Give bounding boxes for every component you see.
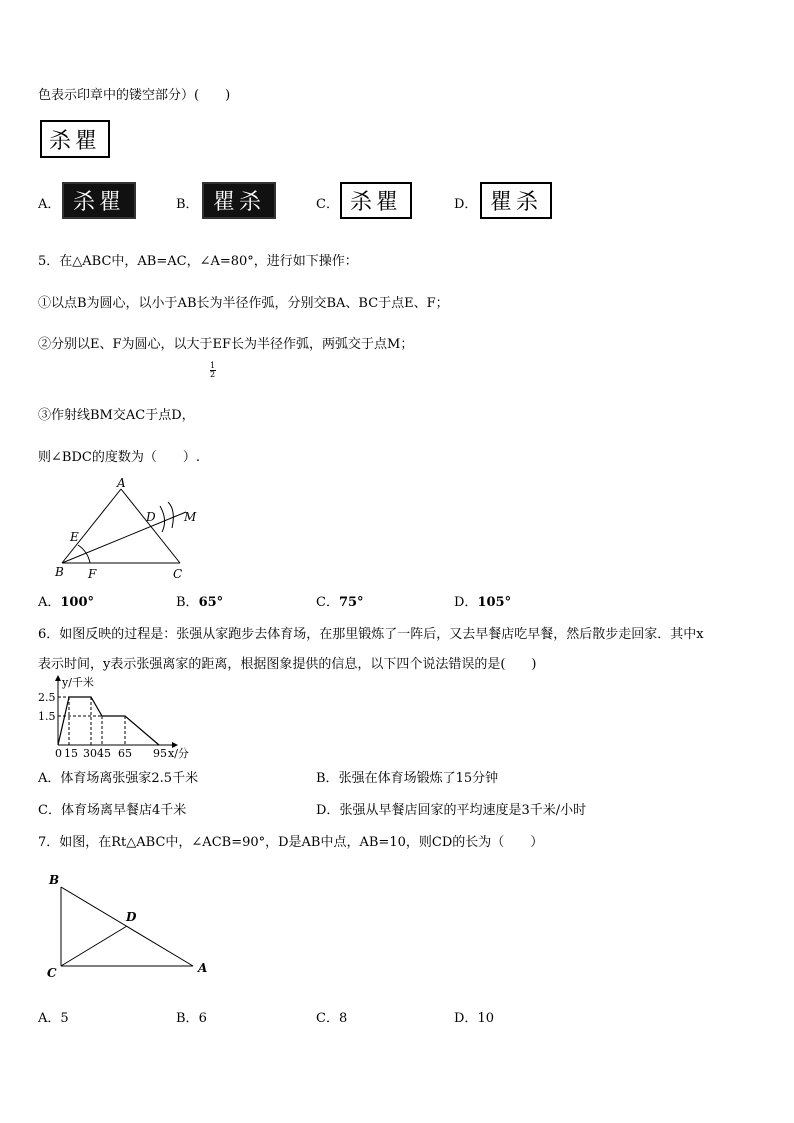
q6-xtick-95: 95 — [153, 747, 167, 760]
q5-option-d-label: D． — [454, 595, 478, 610]
q4-option-b-seal-text: 瞿杀 — [212, 190, 265, 215]
q6-xtick-15: 15 — [64, 747, 78, 760]
q7-option-d[interactable] — [454, 1007, 494, 1026]
q6-y-label: y/千米 — [62, 676, 94, 689]
q6-x-label: x/分 — [168, 747, 189, 760]
q7-option-c-value: 8 — [338, 1011, 348, 1026]
q6-xtick-30: 30 — [83, 747, 97, 760]
q7-option-b-label: B． — [176, 1011, 199, 1026]
q6-option-a-label: A． — [38, 771, 61, 786]
q5-label-f: F — [88, 567, 97, 581]
q5-option-a-label: A． — [38, 595, 61, 610]
q6-ytick-25: 2.5 — [38, 691, 56, 704]
q4-option-a-label[interactable]: A． — [38, 197, 61, 212]
q6-option-c-label: C． — [38, 803, 61, 818]
q5-question: 则∠BDC的度数为（ ）. — [38, 450, 200, 465]
q6-xtick-65: 65 — [118, 747, 132, 760]
q5-option-c-value: 75° — [338, 595, 364, 610]
q4-option-b-label[interactable]: B． — [176, 197, 199, 212]
q5-step2-pre: ②分别以E、F为圆心，以大于 — [38, 337, 213, 352]
q5-fraction-num: 1 — [209, 361, 216, 370]
q7-option-d-value: 10 — [477, 1011, 494, 1026]
q6-option-b-label: B． — [316, 771, 339, 786]
q4-option-c-seal-text: 杀瞿 — [349, 190, 402, 215]
q7-median-cd — [61, 926, 127, 966]
q5-label-m: M — [184, 510, 197, 524]
q6-stem-line1: 6．如图反映的过程是：张强从家跑步去体育场，在那里锻炼了一阵后，又去早餐店吃早餐，然后散步走回家．其中x — [38, 627, 704, 642]
q5-stem: 5．在△ABC中，AB=AC，∠A=80°，进行如下操作： — [38, 254, 358, 269]
q5-label-c: C — [173, 567, 183, 581]
q6-option-c-text: 体育场离早餐店4千米 — [60, 803, 187, 818]
q7-label-a: A — [198, 961, 208, 975]
q4-option-c-label[interactable]: C． — [316, 197, 339, 212]
q6-option-d-text: 张强从早餐店回家的平均速度是3千米/小时 — [339, 803, 587, 818]
q5-option-d-value: 105° — [477, 595, 512, 610]
q5-fraction-den: 2 — [209, 370, 216, 379]
q7-option-b-value: 6 — [198, 1011, 207, 1026]
q5-step2-post: EF长为半径作弧，两弧交于点M； — [212, 337, 414, 352]
q5-label-d: D — [146, 510, 156, 524]
q5-step1: ①以点B为圆心，以小于AB长为半径作弧，分别交BA、BC于点E、F； — [38, 296, 449, 311]
q5-option-b-value: 65° — [198, 595, 224, 610]
q4-option-d-label[interactable]: D． — [454, 197, 478, 212]
q7-option-c-label: C． — [316, 1011, 339, 1026]
q5-step3: ③作射线BM交AC于点D， — [38, 408, 195, 423]
q7-option-b[interactable] — [176, 1007, 207, 1026]
q4-stem-tail: 色表示印章中的镂空部分）( ) — [38, 88, 231, 103]
q6-option-d-label: D． — [316, 803, 340, 818]
q7-option-a-label: A． — [38, 1011, 61, 1026]
q5-option-a-value: 100° — [60, 595, 95, 610]
q6-option-a-text: 体育场离张强家2.5千米 — [60, 771, 199, 786]
q4-option-a-seal-text: 杀瞿 — [72, 190, 125, 215]
q7-label-b: B — [49, 873, 60, 887]
q6-ytick-15: 1.5 — [38, 710, 56, 723]
q6-xtick-45: 45 — [97, 747, 111, 760]
q5-label-e: E — [70, 530, 79, 544]
q5-option-c-label: C． — [316, 595, 339, 610]
q7-option-a[interactable] — [38, 1007, 69, 1026]
q7-option-d-label: D． — [454, 1011, 478, 1026]
q6-stem-line2: 表示时间，y表示张强离家的距离，根据图象提供的信息，以下四个说法错误的是( ) — [38, 657, 537, 672]
q7-label-d: D — [126, 910, 137, 924]
q4-option-d-seal-text: 瞿杀 — [489, 190, 542, 215]
q7-option-a-value: 5 — [60, 1011, 69, 1026]
q5-option-b-label: B． — [176, 595, 199, 610]
q5-label-a: A — [117, 476, 126, 490]
q7-stem: 7．如图，在Rt△ABC中，∠ACB=90°，D是AB中点，AB=10，则CD的长为（ ） — [38, 835, 544, 850]
q7-label-c: C — [47, 966, 57, 980]
seal-original-text: 杀瞿 — [48, 128, 101, 154]
q6-option-b-text: 张强在体育场锻炼了15分钟 — [338, 771, 499, 786]
q6-xtick-0: 0 — [55, 747, 62, 760]
q7-option-c[interactable] — [316, 1007, 347, 1026]
q5-label-b: B — [55, 565, 64, 579]
